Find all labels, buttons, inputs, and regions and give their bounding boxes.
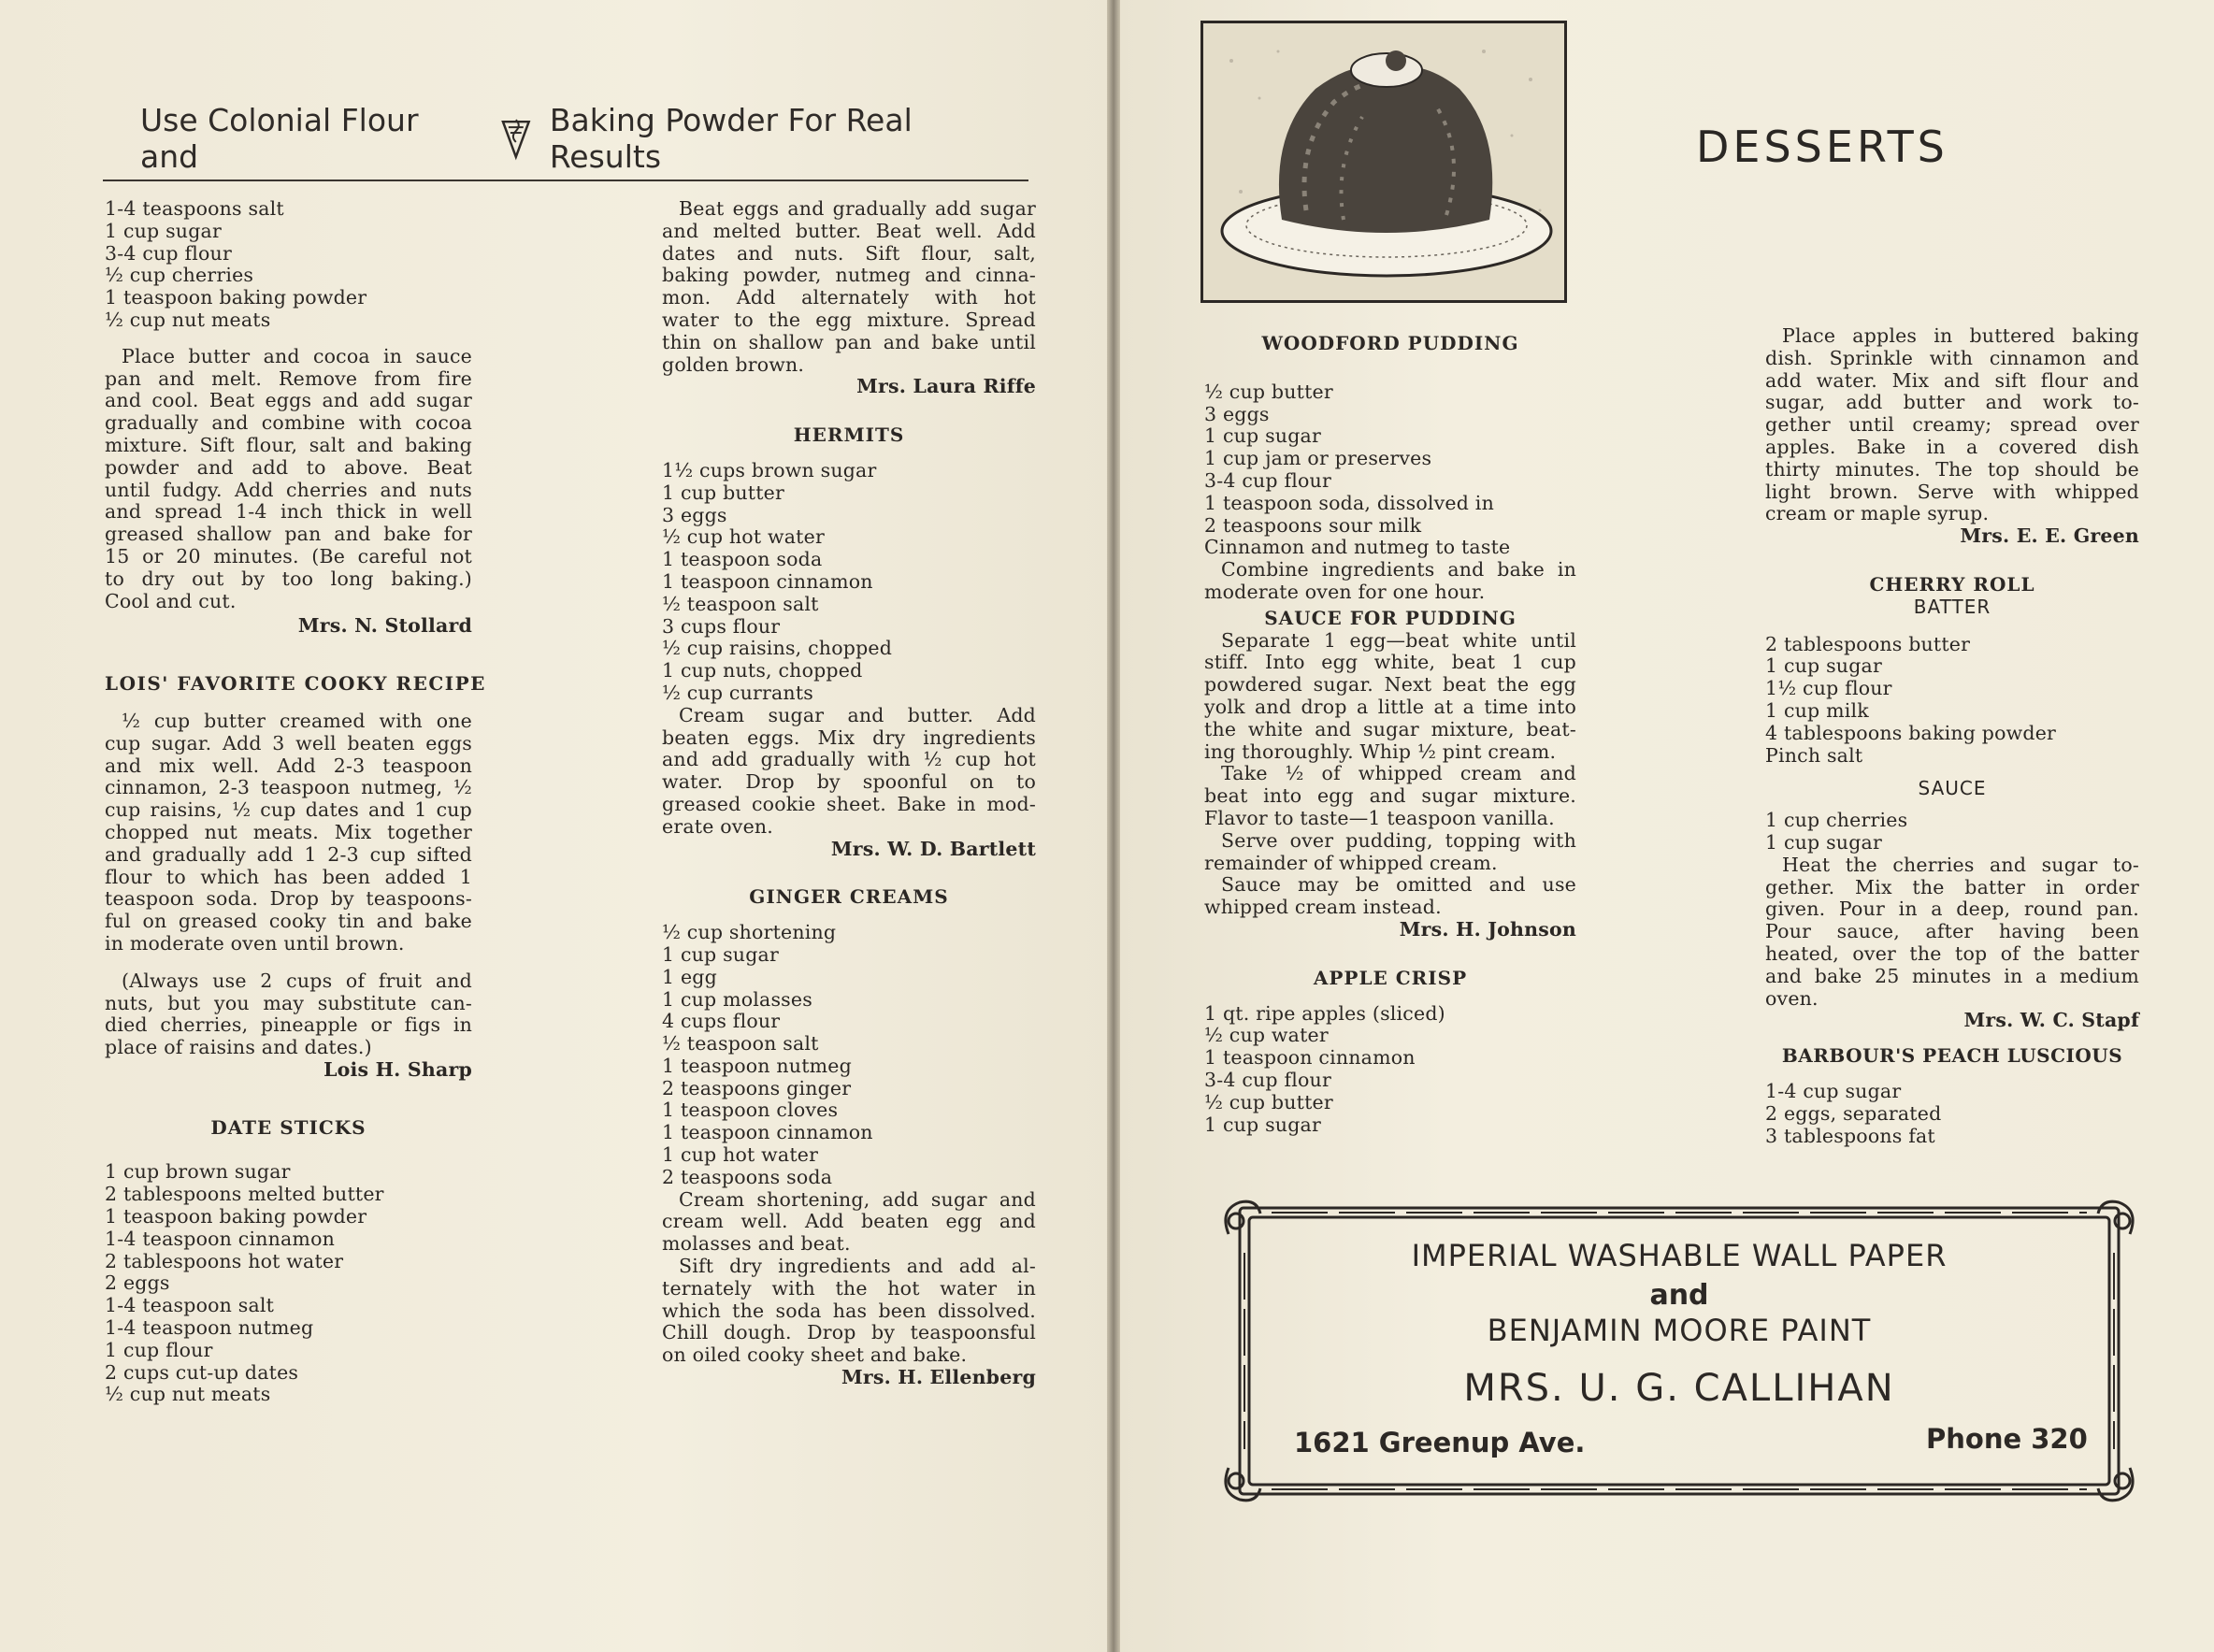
text-line: cup raisins, ½ cup dates and 1 cup [105, 798, 472, 822]
ingredient-line: 1-4 teaspoon cinnamon [105, 1227, 336, 1250]
ingredient-list [662, 460, 1036, 705]
ingredient-line: 1 cup sugar [1765, 830, 1882, 854]
text-line: gradually and combine with cocoa [105, 411, 472, 435]
ingredient-line: 3-4 cup flour [1204, 468, 1331, 492]
text-line: Place butter and cocoa in sauce [122, 344, 472, 367]
text-line: and cool. Beat eggs and add sugar [105, 389, 472, 412]
ingredient-list [1765, 634, 2139, 768]
recipe-title: HERMITS [793, 424, 905, 447]
recipe-author: Mrs. H. Ellenberg [841, 1366, 1036, 1389]
ingredient-line: Cinnamon and nutmeg to taste [1204, 536, 1511, 559]
ingredient-line: 1 cup sugar [662, 942, 779, 966]
text-line: ternately with the hot water in [662, 1276, 1036, 1300]
text-line: ½ cup butter creamed with one [122, 709, 472, 732]
text-line: gether until creamy; spread over [1765, 413, 2139, 437]
ingredient-line: 1 teaspoon baking powder [105, 286, 367, 309]
header-left-text: Use Colonial Flour and [140, 102, 419, 175]
ingredient-line: 3 eggs [662, 503, 727, 526]
ingredient-line: ½ cup nut meats [105, 1383, 271, 1406]
text-line: Take ½ of whipped cream and [1221, 762, 1576, 785]
ingredient-line: 1½ cup flour [1765, 677, 1892, 700]
left-column-1 [105, 197, 486, 1406]
ingredient-line: ½ cup raisins, chopped [662, 637, 893, 660]
ingredient-line: ½ cup currants [662, 681, 813, 704]
ingredient-line: 2 cups cut-up dates [105, 1360, 299, 1384]
ingredient-line: 3 eggs [1204, 402, 1270, 425]
ingredient-line: 2 tablespoons melted butter [105, 1183, 384, 1206]
text-line: pan and melt. Remove from fire [105, 366, 472, 390]
text-line: add water. Mix and sift flour and [1765, 368, 2139, 392]
ingredient-list [662, 922, 1036, 1189]
directions [1204, 874, 1576, 919]
ingredient-line: 1 teaspoon baking powder [105, 1205, 367, 1228]
ingredient-list [1765, 1081, 2139, 1147]
ingredient-line: Pinch salt [1765, 743, 1863, 767]
ingredient-line: 3 tablespoons fat [1765, 1124, 1935, 1147]
page-header [140, 102, 1028, 175]
recipe-title: SAUCE FOR PUDDING [1264, 606, 1517, 629]
ingredient-line: ½ cup hot water [662, 525, 825, 549]
ingredient-line: ½ teaspoon salt [662, 592, 819, 615]
advertisement [1215, 1197, 2143, 1505]
ingredient-line: ½ teaspoon salt [662, 1032, 819, 1056]
recipe-title: GINGER CREAMS [749, 885, 949, 909]
text-line: nuts, but you may substitute can- [105, 991, 472, 1014]
text-line: chopped nut meats. Mix together [105, 820, 472, 843]
text-line: Cool and cut. [105, 589, 237, 612]
recipe-note [105, 970, 472, 1059]
ingredient-line: ½ cup nut meats [105, 308, 271, 331]
ingredient-line: 3 cups flour [662, 614, 781, 638]
directions [1204, 830, 1576, 875]
ingredient-line: 1 teaspoon cinnamon [662, 569, 873, 593]
ingredient-line: ½ cup cherries [105, 264, 254, 287]
text-line: 15 or 20 minutes. (Be careful not [105, 544, 472, 567]
text-line: and mix well. Add 2-3 teaspoon [105, 754, 472, 777]
text-line: stiff. Into egg white, beat 1 cup [1204, 651, 1576, 674]
ingredient-line: 1 cup sugar [105, 219, 222, 242]
directions [1204, 630, 1576, 764]
text-line: Place apples in buttered baking [1782, 324, 2139, 347]
ad-merchant-name: MRS. U. G. CALLIHAN [1463, 1367, 1895, 1410]
text-line: dish. Sprinkle with cinnamon and [1765, 346, 2139, 369]
ad-line-wallpaper: IMPERIAL WASHABLE WALL PAPER [1411, 1238, 1948, 1273]
ingredient-line: 4 cups flour [662, 1010, 781, 1033]
directions [1204, 559, 1576, 604]
directions [1765, 855, 2139, 1011]
ingredient-line: 1 teaspoon soda [662, 548, 823, 571]
recipe-title: LOIS' FAVORITE COOKY RECIPE [105, 672, 486, 696]
directions [662, 705, 1036, 839]
ingredient-line: 1 cup brown sugar [105, 1160, 291, 1184]
ingredient-line: ½ cup water [1204, 1024, 1329, 1047]
ingredient-list [1204, 1003, 1576, 1137]
ingredient-line: 1-4 teaspoon nutmeg [105, 1316, 314, 1340]
text-line: powder and add to above. Beat [105, 455, 472, 479]
ingredient-list [1765, 810, 2139, 855]
text-line: (Always use 2 cups of fruit and [122, 969, 472, 992]
text-line: water to the egg mixture. Spread [662, 308, 1036, 331]
text-line: erate oven. [662, 814, 774, 838]
ingredient-line: 1 cup sugar [1204, 1113, 1321, 1136]
directions [1765, 325, 2139, 525]
text-line: given. Pour in a deep, round pan. [1765, 898, 2139, 921]
ingredient-line: 1½ cups brown sugar [662, 458, 877, 481]
ad-phone: Phone 320 [1926, 1423, 2088, 1455]
text-line: apples. Bake in a covered dish [1765, 435, 2139, 458]
text-line: Cream shortening, add sugar and [679, 1187, 1036, 1211]
ad-line-and: and [1649, 1279, 1709, 1312]
recipe-author: Mrs. W. C. Stapf [1963, 1009, 2139, 1032]
ingredient-line: 1 cup nuts, chopped [662, 659, 863, 682]
text-line: died cherries, pineapple or figs in [105, 1013, 472, 1037]
text-line: thin on shallow pan and bake until [662, 330, 1036, 353]
text-line: thirty minutes. The top should be [1765, 457, 2139, 481]
recipe-author: Mrs. H. Johnson [1399, 917, 1576, 941]
text-line: Flavor to taste—1 teaspoon vanilla. [1204, 806, 1555, 829]
text-line: golden brown. [662, 352, 805, 376]
text-line: Combine ingredients and bake in [1221, 558, 1576, 582]
ingredient-line: 1 qt. ripe apples (sliced) [1204, 1001, 1445, 1025]
ingredient-line: 1-4 cup sugar [1765, 1079, 1902, 1102]
ingredient-line: 2 teaspoons ginger [662, 1076, 852, 1099]
ingredient-line: 1 teaspoon cinnamon [1204, 1046, 1416, 1070]
ingredient-line: 2 tablespoons butter [1765, 632, 1971, 655]
text-line: dates and nuts. Sift flour, salt, [662, 241, 1036, 265]
ingredient-line: ½ cup butter [1204, 1090, 1333, 1113]
text-line: sugar, add butter and work to- [1765, 391, 2139, 414]
text-line: in moderate oven until brown. [105, 931, 405, 955]
recipe-author: Mrs. Laura Riffe [856, 375, 1036, 398]
ingredient-line: 1 teaspoon nutmeg [662, 1054, 852, 1077]
left-column-2 [662, 198, 1036, 1389]
text-line: on oiled cooky sheet and bake. [662, 1343, 968, 1367]
ingredient-line: 2 eggs, separated [1765, 1101, 1942, 1125]
text-line: Serve over pudding, topping with [1221, 828, 1576, 852]
ingredient-line: 1 cup butter [662, 481, 785, 504]
ingredient-line: 1 cup jam or preserves [1204, 447, 1432, 470]
ingredient-line: 1 cup flour [105, 1338, 213, 1361]
ingredient-line: ½ cup butter [1204, 380, 1333, 403]
book-gutter [1107, 0, 1120, 1652]
text-line: teaspoon soda. Drop by teaspoons- [105, 887, 472, 911]
right-column-1 [1204, 333, 1576, 1136]
text-line: mon. Add alternately with hot [662, 286, 1036, 309]
ingredient-line: 1-4 teaspoon salt [105, 1294, 275, 1317]
text-line: Pour sauce, after having been [1765, 920, 2139, 943]
directions [662, 1256, 1036, 1367]
recipe-author: Lois H. Sharp [323, 1057, 472, 1081]
text-line: which the soda has been dissolved. [662, 1299, 1036, 1322]
ingredient-line: 2 teaspoons sour milk [1204, 513, 1422, 537]
text-line: Separate 1 egg—beat white until [1221, 628, 1576, 652]
recipe-author: Mrs. E. E. Green [1960, 524, 2139, 548]
ingredient-line: ½ cup shortening [662, 921, 837, 944]
text-line: and gradually add 1 2-3 cup sifted [105, 842, 472, 866]
ingredient-line: 1 egg [662, 965, 717, 988]
recipe-author: Mrs. N. Stollard [297, 614, 472, 638]
ad-line-paint: BENJAMIN MOORE PAINT [1487, 1313, 1872, 1348]
text-line: cream or maple syrup. [1765, 502, 1990, 525]
text-line: until fudgy. Add cherries and nuts [105, 478, 472, 501]
recipe-title: WOODFORD PUDDING [1261, 332, 1519, 354]
directions [662, 198, 1036, 376]
ingredient-list [105, 198, 472, 332]
text-line: molasses and beat. [662, 1232, 851, 1256]
text-line: moderate oven for one hour. [1204, 580, 1486, 603]
ingredient-line: 1 cup sugar [1765, 654, 1882, 678]
recipe-author: Mrs. W. D. Bartlett [830, 837, 1036, 860]
text-line: Sift dry ingredients and add al- [679, 1255, 1036, 1278]
recipe-title: CHERRY ROLL [1869, 572, 2035, 596]
text-line: and melted butter. Beat well. Add [662, 219, 1036, 242]
text-line: and spread 1-4 inch thick in well [105, 500, 472, 524]
text-line: flour to which has been added 1 [105, 865, 472, 888]
text-line: water. Drop by spoonful on to [662, 770, 1036, 794]
ingredient-line: 2 eggs [105, 1271, 170, 1295]
right-column-2 [1765, 325, 2139, 1147]
ad-address: 1621 Greenup Ave. [1294, 1427, 1586, 1458]
text-line: oven. [1765, 986, 1819, 1010]
text-line: whipped cream instead. [1204, 896, 1442, 919]
text-line: mixture. Sift flour, salt and baking [105, 433, 472, 456]
pudding-illustration [1200, 21, 1567, 303]
text-line: Sauce may be omitted and use [1221, 873, 1576, 897]
text-line: greased shallow pan and bake for [105, 523, 472, 546]
ingredient-line: 3-4 cup flour [1204, 1068, 1331, 1091]
text-line: beaten eggs. Mix dry ingredients [662, 725, 1036, 749]
directions [662, 1189, 1036, 1256]
directions [105, 711, 472, 955]
text-line: beat into egg and sugar mixture. [1204, 784, 1576, 808]
recipe-title: DATE STICKS [210, 1115, 367, 1139]
header-right-text: Baking Powder For Real Results [549, 102, 913, 175]
text-line: Beat eggs and gradually add sugar [679, 197, 1036, 220]
directions [1204, 763, 1576, 829]
recipe-subtitle: BATTER [1913, 595, 1991, 618]
ingredient-line: 4 tablespoons baking powder [1765, 721, 2057, 744]
ingredient-line: 1 cup cherries [1765, 809, 1908, 832]
directions [105, 346, 472, 613]
recipe-subtitle: SAUCE [1918, 777, 1987, 800]
ingredient-line: 2 teaspoons soda [662, 1165, 833, 1188]
recipe-title: BARBOUR'S PEACH LUSCIOUS [1781, 1044, 2123, 1068]
text-line: gether. Mix the batter in order [1765, 875, 2139, 898]
text-line: the white and sugar mixture, beat- [1204, 717, 1576, 740]
ingredient-line: 3-4 cup flour [105, 241, 232, 265]
ingredient-list [105, 1161, 472, 1406]
text-line: ing thoroughly. Whip ½ pint cream. [1204, 740, 1557, 763]
text-line: to dry out by too long baking.) [105, 567, 472, 590]
ingredient-line: 1-4 teaspoons salt [105, 197, 284, 220]
ingredient-line: 1 teaspoon cinnamon [662, 1121, 873, 1144]
text-line: powdered sugar. Next beat the egg [1204, 673, 1576, 697]
text-line: ful on greased cooky tin and bake [105, 910, 472, 933]
text-line: place of raisins and dates.) [105, 1036, 372, 1059]
text-line: heated, over the top of the batter [1765, 941, 2139, 965]
ingredient-line: 1 cup milk [1765, 698, 1869, 722]
ingredient-line: 2 tablespoons hot water [105, 1249, 344, 1272]
ingredient-line: 1 cup hot water [662, 1143, 819, 1167]
recipe-title: APPLE CRISP [1313, 966, 1468, 989]
colonial-logo-icon [499, 116, 533, 161]
text-line: Cream sugar and butter. Add [679, 703, 1036, 726]
text-line: yolk and drop a little at a time into [1204, 695, 1576, 718]
text-line: cream well. Add beaten egg and [662, 1210, 1036, 1233]
text-line: cup sugar. Add 3 well beaten eggs [105, 731, 472, 754]
ingredient-line: 1 teaspoon cloves [662, 1099, 839, 1122]
ingredient-line: 1 teaspoon soda, dissolved in [1204, 491, 1494, 514]
header-rule [103, 180, 1028, 181]
text-line: and add gradually with ½ cup hot [662, 748, 1036, 771]
text-line: light brown. Serve with whipped [1765, 480, 2139, 503]
text-line: and bake 25 minutes in a medium [1765, 964, 2139, 987]
text-line: Chill dough. Drop by teaspoonsful [662, 1321, 1036, 1344]
text-line: Heat the cherries and sugar to- [1782, 853, 2139, 876]
ingredient-line: 1 cup molasses [662, 987, 812, 1011]
text-line: cinnamon, 2-3 teaspoon nutmeg, ½ [105, 776, 472, 799]
text-line: baking powder, nutmeg and cinna- [662, 264, 1036, 287]
ingredient-list [1204, 381, 1576, 559]
ingredient-line: 1 cup sugar [1204, 424, 1321, 448]
section-title: DESSERTS [1696, 122, 1948, 172]
text-line: greased cookie sheet. Bake in mod- [662, 792, 1036, 815]
text-line: remainder of whipped cream. [1204, 851, 1498, 874]
